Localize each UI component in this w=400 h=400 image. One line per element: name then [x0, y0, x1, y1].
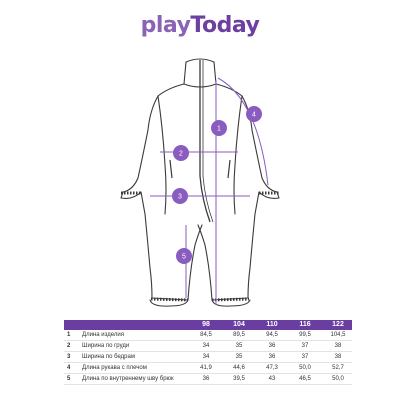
size-header-cell: 116	[299, 321, 311, 328]
table-cell: 41,9	[200, 364, 212, 371]
table-cell: 52,7	[332, 364, 344, 371]
svg-text:5: 5	[182, 253, 186, 261]
table-row	[64, 330, 352, 341]
table-cell: 94,5	[266, 331, 278, 338]
table-cell: 89,5	[233, 331, 245, 338]
marker-4	[246, 106, 262, 122]
table-cell: 99,5	[299, 331, 311, 338]
row-number: 5	[67, 375, 71, 382]
table-cell: 35	[235, 342, 243, 349]
row-number: 2	[67, 342, 71, 349]
marker-5	[176, 248, 192, 264]
row-label: Длина рукава с плечом	[82, 364, 147, 371]
table-cell: 38	[334, 353, 342, 360]
row-label: Длина изделия	[82, 331, 124, 338]
table-cell: 35	[235, 353, 243, 360]
table-row	[64, 363, 352, 374]
table-cell: 50,0	[332, 375, 344, 382]
table-cell: 34	[202, 342, 210, 349]
table-cell: 36	[202, 375, 210, 382]
row-label: Длина по внутреннему шву брюк	[82, 375, 174, 382]
row-number: 1	[67, 331, 71, 338]
logo-part-today: Today	[190, 13, 260, 38]
left-pocket	[170, 160, 172, 178]
row-label: Ширина по бедрам	[82, 353, 135, 360]
table-cell: 46,5	[299, 375, 311, 382]
table-cell: 39,5	[233, 375, 245, 382]
table-cell: 47,3	[266, 364, 278, 371]
table-cell: 34	[202, 353, 210, 360]
svg-text:3: 3	[178, 193, 182, 201]
table-row	[64, 374, 352, 385]
svg-text:4: 4	[252, 111, 256, 119]
table-cell: 50,0	[299, 364, 311, 371]
row-label: Ширина по груди	[82, 342, 130, 349]
left-leg-hem	[151, 299, 188, 300]
size-header-cell: 104	[233, 321, 245, 328]
marker-2	[173, 145, 189, 161]
table-cell: 37	[301, 342, 309, 349]
size-header-cell: 122	[332, 321, 344, 328]
table-cell: 84,5	[200, 331, 212, 338]
right-pocket	[228, 160, 230, 178]
table-cell: 104,5	[330, 331, 346, 338]
size-header-cell: 110	[266, 321, 278, 328]
table-cell: 44,6	[233, 364, 245, 371]
zipper-edge	[203, 60, 213, 222]
marker-1	[211, 120, 227, 136]
size-header-cell: 98	[202, 321, 210, 328]
svg-text:1: 1	[217, 125, 221, 133]
zipper-line	[200, 60, 210, 222]
table-cell: 36	[268, 353, 276, 360]
size-table-header	[64, 320, 352, 330]
size-table	[64, 320, 352, 385]
marker-3	[172, 188, 188, 204]
table-row	[64, 341, 352, 352]
table-cell: 43	[268, 375, 276, 382]
table-cell: 36	[268, 342, 276, 349]
row-number: 3	[67, 353, 71, 360]
logo-part-play: play	[140, 13, 191, 38]
table-row	[64, 352, 352, 363]
row-number: 4	[67, 364, 71, 371]
svg-text:2: 2	[179, 150, 183, 158]
table-cell: 37	[301, 353, 309, 360]
table-cell: 38	[334, 342, 342, 349]
